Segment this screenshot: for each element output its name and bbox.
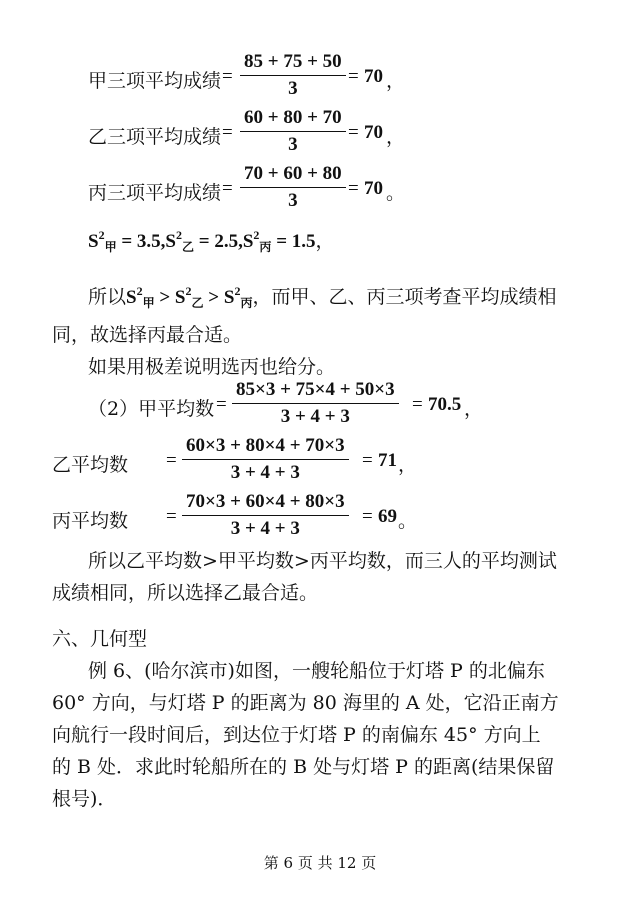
example-line-3 xyxy=(0,720,640,750)
fraction-denominator: 3 xyxy=(288,134,298,155)
bing-weighted-avg-result: 69 xyxy=(378,506,397,527)
conclusion-1-suffix: ，而甲、乙、丙三项考查平均成绩相 xyxy=(252,286,557,308)
fraction-numerator: 70×3 + 60×4 + 80×3 xyxy=(186,491,345,512)
example-text-2: 60° 方向，与灯塔 P 的距离为 80 海里的 A 处，它沿正南方 xyxy=(52,692,559,714)
equals-sign: = xyxy=(348,66,359,87)
subscript-yi: 乙 xyxy=(191,296,204,310)
jia-weighted-avg-row xyxy=(0,378,640,438)
equals-sign: = xyxy=(216,394,227,415)
fraction-numerator: 85×3 + 75×4 + 50×3 xyxy=(236,379,395,400)
equals-sign: = xyxy=(348,178,359,199)
punctuation: ， xyxy=(386,70,406,92)
jia-three-avg-row xyxy=(0,50,640,110)
equals-sign: = xyxy=(362,450,373,471)
punctuation: ， xyxy=(315,231,335,252)
fraction-denominator: 3 xyxy=(288,78,298,99)
conclusion-1-line1 xyxy=(0,282,640,312)
variance-subscript-bing: 丙 xyxy=(259,240,272,254)
bing-weighted-avg-row xyxy=(0,490,640,550)
bing-weighted-avg-fraction xyxy=(182,490,349,541)
subscript-jia: 甲 xyxy=(142,296,155,310)
conclusion-2-line2 xyxy=(0,578,640,608)
bing-three-avg-result: 70 xyxy=(364,178,383,199)
fraction-numerator: 60×3 + 80×4 + 70×3 xyxy=(186,435,345,456)
equals-sign: = xyxy=(348,122,359,143)
variance-yi-value: 2.5, xyxy=(214,231,243,252)
jia-weighted-avg-result: 70.5 xyxy=(428,394,462,415)
conclusion-1-line2 xyxy=(0,320,640,350)
punctuation: 。 xyxy=(386,182,406,204)
jia-weighted-avg-label: （2）甲平均数 xyxy=(88,398,215,420)
bing-three-avg-row xyxy=(0,162,640,222)
variance-line xyxy=(0,226,640,256)
equals-sign: = xyxy=(222,122,233,143)
equals-sign: = xyxy=(166,506,177,527)
variance-subscript-yi: 乙 xyxy=(182,240,195,254)
conclusion-1-text xyxy=(88,282,556,311)
fraction-numerator: 85 + 75 + 50 xyxy=(244,51,342,72)
example-text-3: 向航行一段时间后，到达位于灯塔 P 的南偏东 45° 方向上 xyxy=(52,724,541,746)
fraction-numerator: 70 + 60 + 80 xyxy=(244,163,342,184)
example-text-4: 的 B 处．求此时轮船所在的 B 处与灯塔 P 的距离(结果保留 xyxy=(52,756,555,778)
fraction-denominator: 3 + 4 + 3 xyxy=(280,406,350,427)
conclusion-2-line2-text: 成绩相同，所以选择乙最合适。 xyxy=(52,582,319,604)
jia-weighted-avg-fraction xyxy=(232,378,399,429)
conclusion-1-line2-text: 同，故选择丙最合适。 xyxy=(52,324,243,346)
conclusion-1-prefix: 所以 xyxy=(88,286,127,308)
example-line-2 xyxy=(0,688,640,718)
fraction-denominator: 3 xyxy=(288,190,298,211)
bing-three-avg-fraction xyxy=(240,162,346,213)
jia-three-avg-result: 70 xyxy=(364,66,383,87)
range-note-text: 如果用极差说明选丙也给分。 xyxy=(88,356,336,378)
punctuation: ， xyxy=(386,126,406,148)
variance-subscript-jia: 甲 xyxy=(104,240,117,254)
yi-weighted-avg-result: 71 xyxy=(378,450,397,471)
variance-expression: $S^2_甲 = 3.5,S^2_乙 = 2.5,S^2_丙 = 1.5$， xyxy=(88,228,335,254)
jia-three-avg-fraction xyxy=(240,50,346,101)
example-line-1 xyxy=(0,656,640,686)
punctuation: 。 xyxy=(398,510,418,532)
example-text-1: 例 6、(哈尔滨市)如图，一艘轮船位于灯塔 P 的北偏东 xyxy=(88,660,545,682)
equals-sign: = xyxy=(412,394,423,415)
punctuation: ， xyxy=(398,454,418,476)
example-line-5 xyxy=(0,784,640,814)
bing-weighted-avg-label: 丙平均数 xyxy=(52,510,129,532)
jia-three-avg-label: 甲三项平均成绩 xyxy=(88,70,222,92)
fraction-denominator: 3 + 4 + 3 xyxy=(230,518,300,539)
yi-three-avg-row xyxy=(0,106,640,166)
equals-sign: = xyxy=(362,506,373,527)
bing-three-avg-label: 丙三项平均成绩 xyxy=(88,182,222,204)
subscript-bing: 丙 xyxy=(240,296,253,310)
yi-weighted-avg-fraction xyxy=(182,434,349,485)
yi-weighted-avg-row xyxy=(0,434,640,494)
page-footer: 第 6 页 共 12 页 xyxy=(263,854,377,872)
variance-jia-value: 3.5, xyxy=(136,231,166,252)
example-text-5: 根号)． xyxy=(52,788,117,810)
yi-three-avg-fraction xyxy=(240,106,346,157)
conclusion-2-line1 xyxy=(0,546,640,576)
section-heading xyxy=(0,624,640,654)
fraction-numerator: 60 + 80 + 70 xyxy=(244,107,342,128)
yi-three-avg-result: 70 xyxy=(364,122,383,143)
section-heading-text: 六、几何型 xyxy=(52,628,148,650)
yi-three-avg-label: 乙三项平均成绩 xyxy=(88,126,222,148)
yi-weighted-avg-label: 乙平均数 xyxy=(52,454,129,476)
equals-sign: = xyxy=(222,66,233,87)
punctuation: ， xyxy=(464,398,484,420)
example-line-4 xyxy=(0,752,640,782)
equals-sign: = xyxy=(222,178,233,199)
variance-inequality: $S^2_甲 > S^2_乙 > S^2_丙$ xyxy=(126,284,253,310)
fraction-denominator: 3 + 4 + 3 xyxy=(230,462,300,483)
equals-sign: = xyxy=(166,450,177,471)
variance-bing-value: 1.5 xyxy=(291,231,316,252)
conclusion-2-line1-text: 所以乙平均数>甲平均数>丙平均数，而三人的平均测试 xyxy=(88,550,557,572)
